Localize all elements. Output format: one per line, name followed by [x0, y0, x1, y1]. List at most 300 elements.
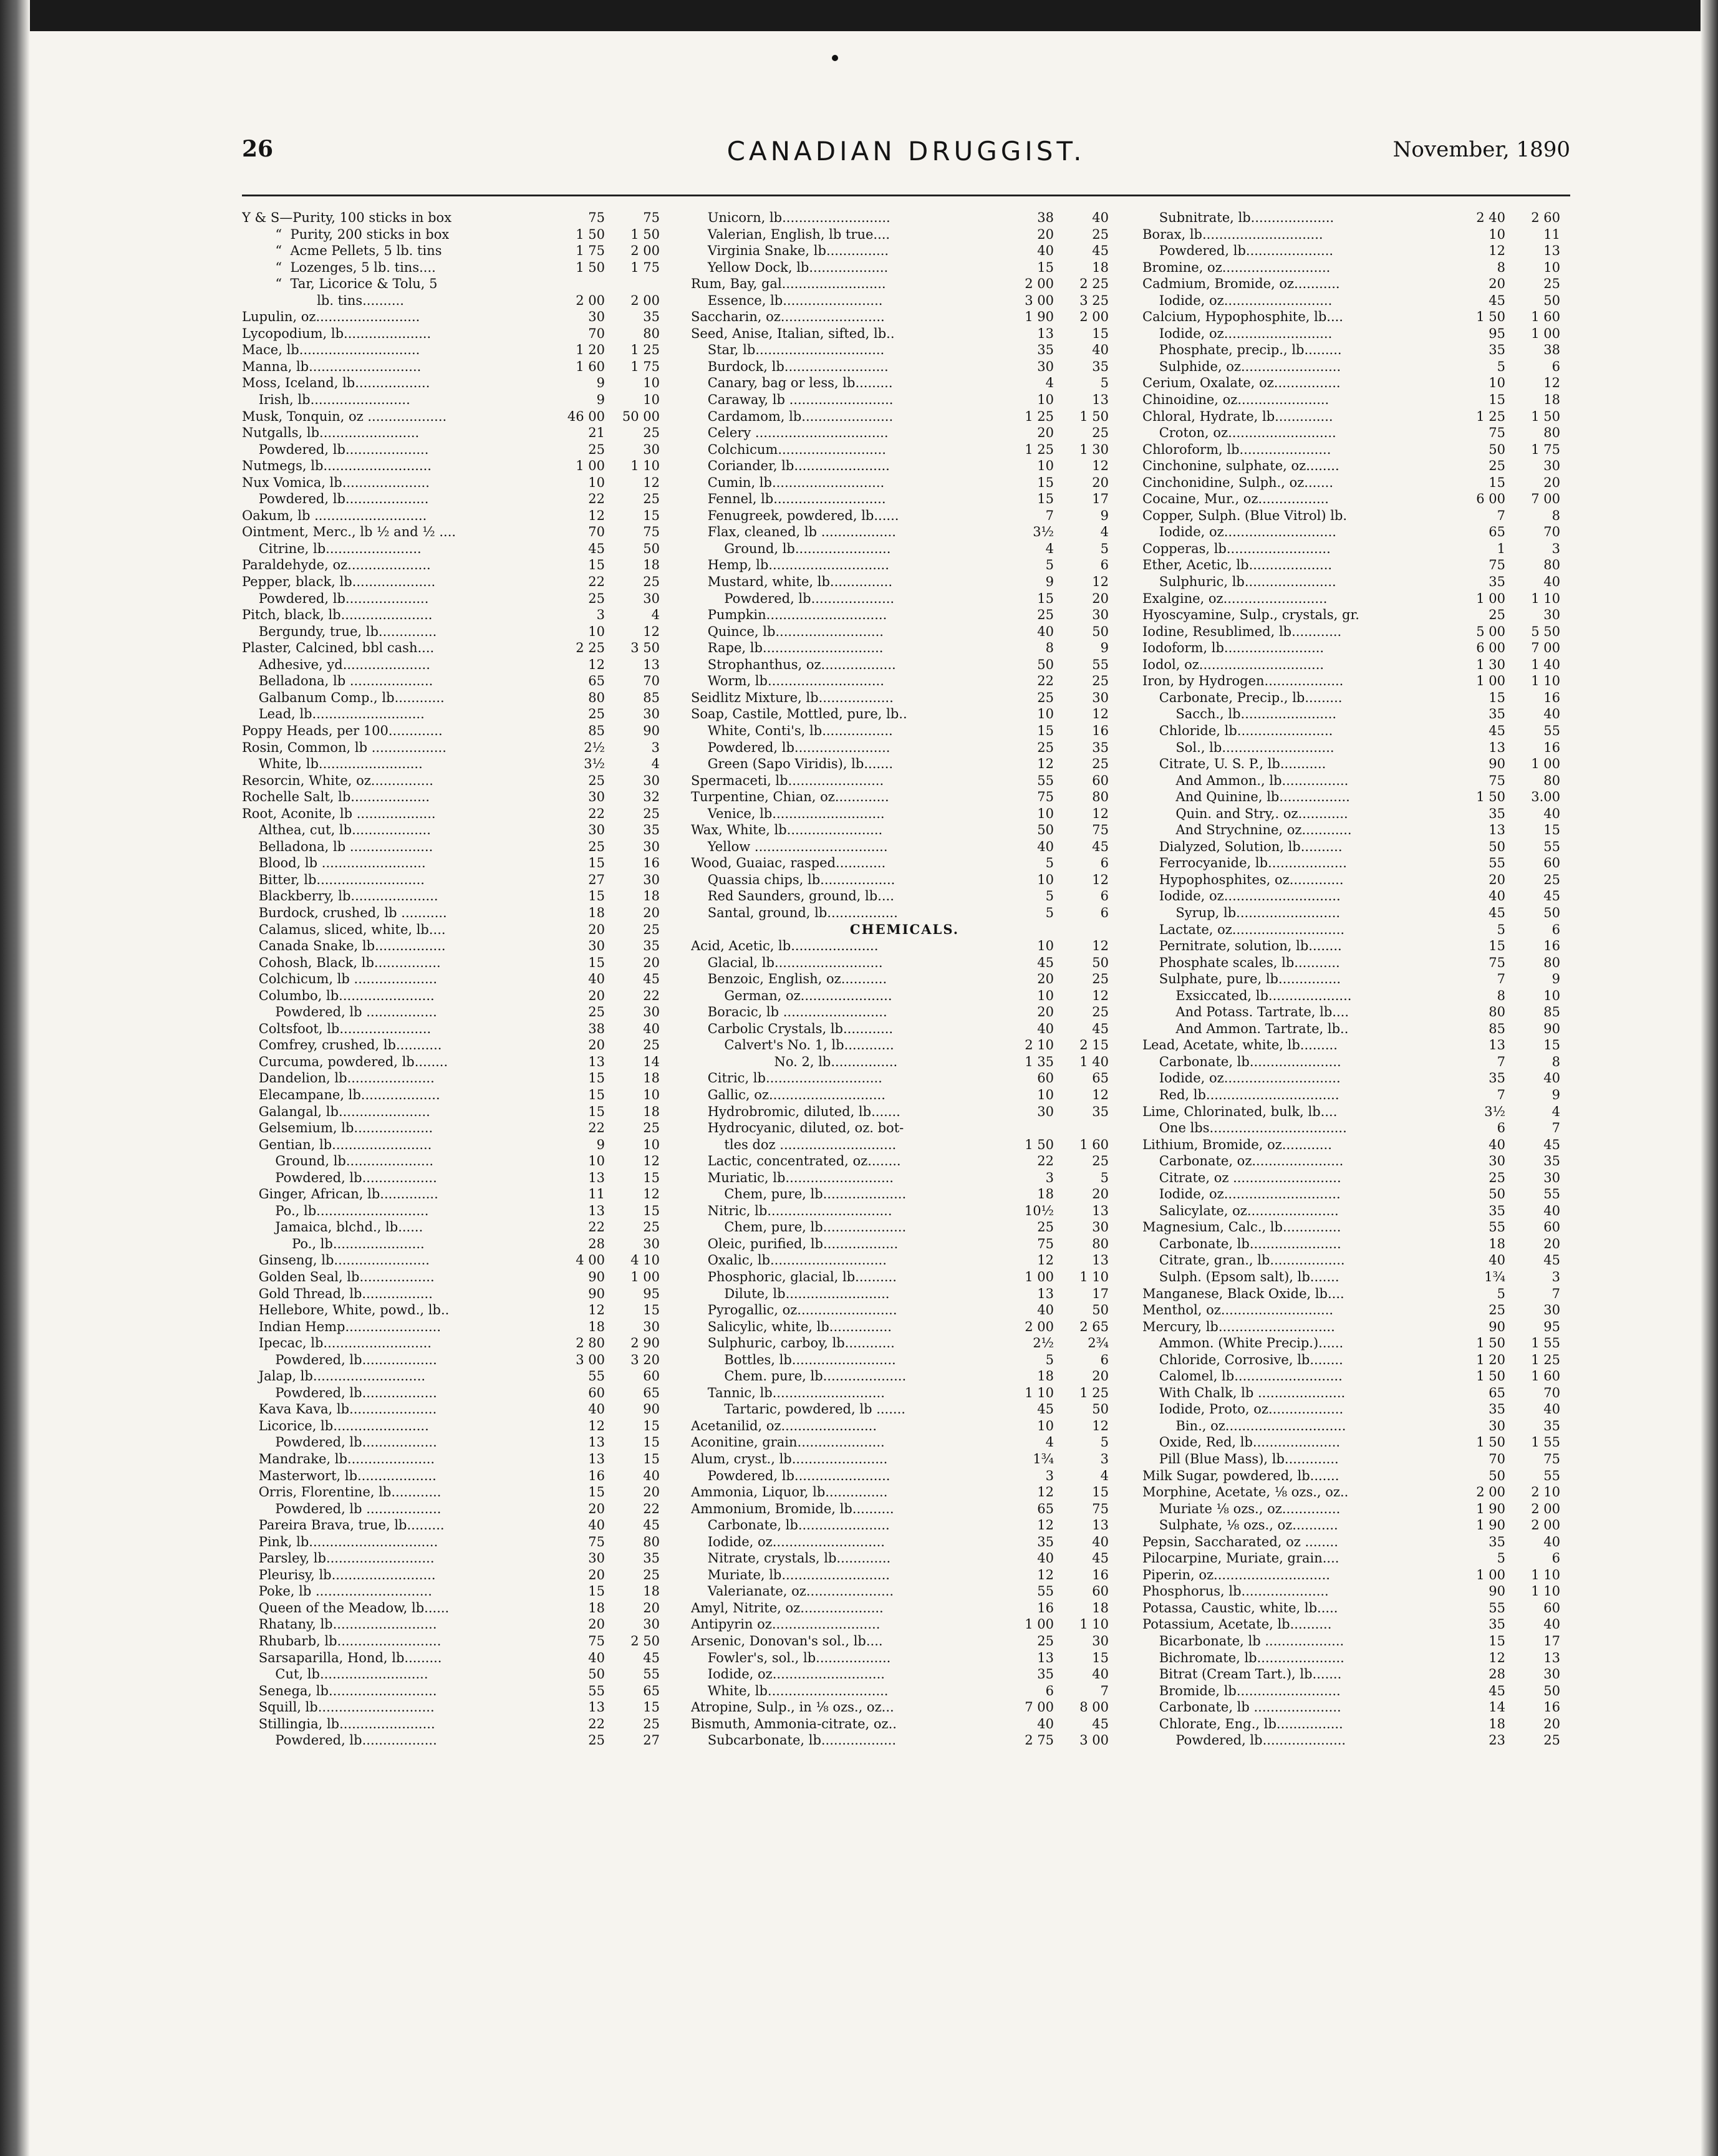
price-low: 90 — [1489, 1584, 1505, 1599]
price-entry — [691, 690, 1118, 706]
price-low: 13 — [1489, 1037, 1505, 1053]
price-high: 1 10 — [630, 458, 660, 474]
price-low: 30 — [588, 309, 605, 325]
price-high: 90 — [643, 723, 660, 738]
price-low: 1 00 — [1476, 590, 1505, 606]
price-entry — [1142, 1451, 1570, 1468]
item-name: Hemp, lb............................. — [691, 557, 889, 573]
price-high: 2 00 — [1531, 1518, 1560, 1533]
price-low: 10 — [588, 1153, 605, 1169]
price-high: 75 — [643, 524, 660, 540]
price-low: 55 — [1489, 1220, 1505, 1235]
item-name: Resorcin, White, oz............... — [242, 772, 433, 788]
item-name: Calvert's No. 1, lb............ — [691, 1037, 894, 1053]
item-name: Calomel, lb.......................... — [1142, 1369, 1343, 1384]
price-high: 30 — [1543, 1302, 1560, 1318]
item-name: Mace, lb............................. — [242, 342, 420, 358]
price-high: 4 — [651, 756, 660, 772]
price-entry — [242, 1732, 669, 1749]
price-entry — [242, 1269, 669, 1286]
item-name: Valerianate, oz..................... — [691, 1584, 894, 1599]
price-entry — [691, 276, 1118, 292]
item-name: Tannic, lb........................... — [691, 1385, 885, 1400]
price-low: 45 — [1489, 292, 1505, 308]
item-name: Caraway, lb ......................... — [691, 392, 894, 408]
price-low: 2 40 — [1476, 210, 1505, 225]
price-low: 25 — [1037, 739, 1054, 755]
price-high: 30 — [1092, 1220, 1109, 1235]
price-entry — [242, 772, 669, 789]
price-low: 1 00 — [1025, 1617, 1054, 1632]
price-high: 45 — [1543, 1137, 1560, 1152]
price-high: 1 40 — [1531, 657, 1560, 672]
price-entry — [242, 806, 669, 822]
price-low: 50 — [1037, 657, 1054, 672]
price-high: 25 — [643, 1220, 660, 1235]
price-entry — [691, 1037, 1118, 1054]
item-name: Ammonia, Liquor, lb............... — [691, 1485, 888, 1500]
price-low: 3 00 — [576, 1352, 605, 1367]
price-high: 40 — [1543, 574, 1560, 590]
price-high: 2 00 — [1531, 1501, 1560, 1516]
item-name: Hellebore, White, powd., lb.. — [242, 1302, 450, 1318]
price-low: 12 — [1489, 243, 1505, 259]
price-high: 18 — [643, 557, 660, 573]
price-entry — [242, 1170, 669, 1186]
item-name: Benzoic, English, oz........... — [691, 971, 887, 987]
price-low: 13 — [1037, 1650, 1054, 1665]
price-entry — [1142, 1567, 1570, 1584]
price-entry — [1142, 789, 1570, 806]
price-low: 15 — [1489, 690, 1505, 705]
item-name: Golden Seal, lb.................. — [242, 1269, 435, 1284]
price-high: 8 00 — [1079, 1700, 1109, 1715]
price-high: 3 00 — [1079, 1733, 1109, 1748]
price-low: 75 — [1489, 955, 1505, 970]
price-low: 21 — [588, 425, 605, 441]
price-high: 1 50 — [1079, 408, 1109, 424]
price-low: 5 — [1497, 1551, 1505, 1566]
price-entry — [691, 1501, 1118, 1518]
price-low: 7 — [1497, 1054, 1505, 1069]
price-low: 2 80 — [576, 1335, 605, 1351]
price-entry — [691, 1600, 1118, 1617]
item-name: Piperin, oz............................ — [1142, 1567, 1330, 1582]
item-name: Gold Thread, lb................. — [242, 1286, 433, 1301]
item-name: Curcuma, powdered, lb........ — [242, 1054, 448, 1069]
price-entry — [1142, 690, 1570, 706]
item-name: Subnitrate, lb.................... — [1142, 210, 1334, 225]
price-entry — [691, 607, 1118, 623]
price-entry — [242, 1021, 669, 1037]
price-low: 6 00 — [1476, 640, 1505, 656]
price-high: 1 10 — [1531, 1584, 1560, 1599]
item-name: Blackberry, lb..................... — [242, 888, 438, 904]
price-high: 65 — [643, 1683, 660, 1698]
item-name: Iodide, oz.......................... — [1142, 292, 1333, 308]
item-name: Pareira Brava, true, lb......... — [242, 1518, 445, 1533]
item-name: Ointment, Merc., lb ½ and ½ .... — [242, 524, 456, 540]
price-high: 60 — [643, 1369, 660, 1384]
price-low: 40 — [1037, 839, 1054, 854]
price-entry — [242, 1120, 669, 1137]
item-name: Wax, White, lb....................... — [691, 822, 883, 838]
price-low: 5 — [1045, 905, 1054, 920]
price-entry — [691, 1666, 1118, 1683]
price-high: 18 — [643, 888, 660, 904]
item-name: Bismuth, Ammonia-citrate, oz.. — [691, 1716, 897, 1731]
price-high: 14 — [643, 1054, 660, 1069]
price-high: 4 — [1100, 1468, 1109, 1483]
price-high: 25 — [1092, 425, 1109, 441]
scan-top-border — [0, 0, 1718, 31]
price-high: 12 — [1092, 458, 1109, 474]
price-entry — [1142, 1418, 1570, 1435]
price-high: 40 — [1543, 1203, 1560, 1218]
price-entry — [242, 1219, 669, 1236]
price-low: 10 — [1037, 872, 1054, 887]
price-low: 95 — [1489, 325, 1505, 341]
price-low: 4 — [1045, 541, 1054, 556]
price-high: 6 — [1552, 1551, 1560, 1566]
price-high: 35 — [643, 822, 660, 838]
item-name: Bromide, lb......................... — [1142, 1683, 1341, 1698]
price-entry — [691, 342, 1118, 359]
price-entry — [1142, 888, 1570, 905]
price-high: 80 — [1543, 955, 1560, 970]
price-entry — [1142, 590, 1570, 607]
price-low: 13 — [588, 1435, 605, 1450]
price-entry — [691, 855, 1118, 872]
item-name: Nitrate, crystals, lb............. — [691, 1551, 891, 1566]
price-entry — [1142, 623, 1570, 640]
price-entry — [242, 922, 669, 938]
item-name: “ Lozenges, 5 lb. tins.... — [242, 259, 436, 275]
price-entry — [242, 1468, 669, 1485]
price-entry — [691, 441, 1118, 458]
price-low: 6 00 — [1476, 491, 1505, 507]
price-entry — [1142, 1534, 1570, 1551]
price-low: 25 — [1037, 1634, 1054, 1649]
price-low: 35 — [1489, 706, 1505, 722]
item-name: “ Acme Pellets, 5 lb. tins — [242, 243, 442, 259]
price-entry — [242, 458, 669, 474]
price-entry — [1142, 1385, 1570, 1402]
price-high: 12 — [643, 1186, 660, 1202]
price-high: 35 — [643, 1551, 660, 1566]
price-entry — [691, 1732, 1118, 1749]
item-name: Sacch., lb....................... — [1142, 706, 1337, 722]
price-high: 50 — [643, 541, 660, 556]
price-entry — [1142, 1286, 1570, 1302]
price-high: 3 20 — [630, 1352, 660, 1367]
price-high: 70 — [1543, 1385, 1560, 1400]
item-name: Pernitrate, solution, lb........ — [1142, 938, 1342, 954]
price-entry — [242, 623, 669, 640]
price-entry — [1142, 1501, 1570, 1518]
item-name: CHEMICALS. — [849, 921, 960, 937]
price-low: 40 — [1037, 1302, 1054, 1318]
price-entry — [1142, 640, 1570, 657]
price-low: 13 — [1489, 822, 1505, 838]
price-low: 25 — [588, 772, 605, 788]
price-entry — [691, 955, 1118, 971]
price-low: 9 — [1045, 574, 1054, 590]
price-low: 15 — [588, 855, 605, 871]
price-low: 12 — [1037, 756, 1054, 772]
price-entry — [1142, 1054, 1570, 1071]
price-high: 2 50 — [630, 1634, 660, 1649]
item-name: Manna, lb........................... — [242, 359, 422, 374]
price-high: 45 — [643, 1518, 660, 1533]
price-high: 20 — [643, 1600, 660, 1615]
item-name: Celery ................................ — [691, 425, 889, 441]
price-low: 30 — [588, 822, 605, 838]
item-name: Iodol, oz.............................. — [1142, 657, 1325, 672]
item-name: Santal, ground, lb................. — [691, 905, 898, 920]
item-name: Bin., oz............................. — [1142, 1418, 1346, 1433]
price-entry — [691, 1186, 1118, 1203]
item-name: German, oz...................... — [691, 988, 892, 1003]
price-high: 1 30 — [1079, 441, 1109, 457]
price-high: 13 — [1543, 1650, 1560, 1665]
item-name: Sarsaparilla, Hond, lb......... — [242, 1650, 442, 1665]
price-high: 6 — [1100, 888, 1109, 904]
price-entry — [1142, 1120, 1570, 1137]
price-low: 1 00 — [1476, 1567, 1505, 1582]
item-name: Powdered, lb ................. — [242, 1004, 437, 1020]
price-low: 70 — [588, 524, 605, 540]
price-entry — [691, 1385, 1118, 1402]
price-high: 80 — [1543, 557, 1560, 573]
price-high: 30 — [1092, 607, 1109, 623]
price-entry — [242, 292, 669, 309]
item-name: Nux Vomica, lb..................... — [242, 474, 430, 490]
price-high: 65 — [643, 1385, 660, 1400]
item-name: Root, Aconite, lb ................... — [242, 806, 436, 821]
price-entry — [242, 1302, 669, 1319]
price-low: 50 — [1489, 1186, 1505, 1202]
price-low: 18 — [588, 1319, 605, 1334]
price-entry — [691, 1203, 1118, 1220]
price-entry — [242, 276, 669, 292]
item-name: Boracic, lb ......................... — [691, 1004, 887, 1020]
price-entry — [242, 1070, 669, 1087]
item-name: Phosphate scales, lb........... — [1142, 955, 1340, 970]
price-low: 11 — [588, 1186, 605, 1202]
price-entry — [242, 1104, 669, 1120]
price-high: 9 — [1100, 508, 1109, 523]
price-high: 75 — [1092, 822, 1109, 838]
price-low: 1¾ — [1484, 1269, 1505, 1284]
item-name: Elecampane, lb................... — [242, 1087, 440, 1102]
price-entry — [242, 955, 669, 971]
price-high: 35 — [1543, 1418, 1560, 1433]
price-low: 25 — [588, 1004, 605, 1020]
item-name: Bottles, lb......................... — [691, 1352, 896, 1367]
price-low: 10 — [1037, 938, 1054, 954]
price-entry — [1142, 1468, 1570, 1485]
price-high: 15 — [1092, 325, 1109, 341]
price-entry — [691, 1054, 1118, 1071]
price-low: 45 — [1037, 1402, 1054, 1417]
item-name: Lead, lb........................... — [242, 706, 425, 722]
price-high: 50 — [1543, 1683, 1560, 1698]
price-low: 35 — [1489, 342, 1505, 358]
item-name: Salicylate, oz...................... — [1142, 1203, 1339, 1218]
item-name: Sulphuric, lb...................... — [1142, 574, 1336, 590]
price-entry — [1142, 325, 1570, 342]
price-low: 45 — [1037, 955, 1054, 970]
price-low: 40 — [588, 1518, 605, 1533]
price-low: 10 — [1037, 1418, 1054, 1433]
item-name: Bitter, lb.......................... — [242, 872, 425, 887]
price-low: 7 — [1497, 508, 1505, 523]
item-name: Borax, lb............................. — [1142, 226, 1323, 242]
price-high: 50 — [1092, 1302, 1109, 1318]
item-name: Copperas, lb......................... — [1142, 541, 1331, 556]
price-high: 10 — [643, 1137, 660, 1152]
price-entry — [691, 425, 1118, 441]
price-low: 60 — [1037, 1071, 1054, 1086]
price-entry — [691, 1683, 1118, 1700]
item-name: Citric, lb............................ — [691, 1071, 882, 1086]
price-high: 5 — [1100, 541, 1109, 556]
item-name: Pleurisy, lb......................... — [242, 1567, 436, 1582]
price-high: 80 — [1092, 789, 1109, 805]
item-name: Fenugreek, powdered, lb...... — [691, 508, 899, 523]
price-entry — [242, 1616, 669, 1633]
price-entry — [242, 1252, 669, 1269]
price-high: 50 — [1543, 905, 1560, 920]
price-high: 4 10 — [630, 1253, 660, 1268]
item-name: Sulphate, ⅛ ozs., oz........... — [1142, 1518, 1338, 1533]
price-high: 25 — [643, 491, 660, 507]
price-low: 13 — [588, 1170, 605, 1185]
item-name: Cocaine, Mur., oz................. — [1142, 491, 1329, 507]
publication-title: CANADIAN DRUGGIST. — [726, 136, 1086, 166]
price-low: 1 50 — [1025, 1137, 1054, 1152]
price-entry — [1142, 955, 1570, 971]
price-entry — [691, 1021, 1118, 1037]
price-high: 35 — [1092, 1104, 1109, 1119]
item-name: Turpentine, Chian, oz............. — [691, 789, 889, 805]
item-name: Yellow ................................ — [691, 839, 888, 854]
price-entry — [1142, 1252, 1570, 1269]
price-entry — [1142, 292, 1570, 309]
price-high: 22 — [643, 988, 660, 1003]
price-entry — [242, 441, 669, 458]
price-low: 22 — [588, 1220, 605, 1235]
price-low: 13 — [1037, 1286, 1054, 1301]
price-high: 2 65 — [1079, 1319, 1109, 1334]
price-high: 75 — [643, 210, 660, 225]
price-low: 35 — [1489, 1402, 1505, 1417]
item-name: Powdered, lb .................. — [242, 1501, 442, 1516]
price-entry — [242, 640, 669, 657]
price-entry — [1142, 1203, 1570, 1220]
price-entry — [242, 243, 669, 259]
price-high: 18 — [643, 1104, 660, 1119]
price-low: 16 — [588, 1468, 605, 1483]
price-entry — [1142, 1517, 1570, 1534]
price-high: 80 — [643, 325, 660, 341]
price-entry — [1142, 922, 1570, 938]
price-entry — [1142, 276, 1570, 292]
price-high: 16 — [1543, 1700, 1560, 1715]
price-entry — [242, 1418, 669, 1435]
price-low: 15 — [588, 888, 605, 904]
price-high: 45 — [1092, 243, 1109, 259]
item-name: Acetanilid, oz....................... — [691, 1418, 877, 1433]
price-high: 60 — [1092, 772, 1109, 788]
price-high: 80 — [1543, 425, 1560, 441]
item-name: Licorice, lb....................... — [242, 1418, 429, 1433]
item-name: Iodide, oz............................ — [1142, 1071, 1341, 1086]
item-name: Powdered, lb.................. — [242, 1352, 437, 1367]
price-high: 12 — [1092, 574, 1109, 590]
item-name: Fowler's, sol., lb.................. — [691, 1650, 891, 1665]
item-name: Sulphide, oz........................ — [1142, 359, 1341, 374]
price-high: 5 — [1100, 375, 1109, 391]
item-name: Atropine, Sulp., in ⅛ ozs., oz... — [691, 1700, 894, 1715]
price-entry — [1142, 1302, 1570, 1319]
price-low: 38 — [1037, 210, 1054, 225]
price-low: 40 — [1489, 888, 1505, 904]
price-low: 1 25 — [1025, 408, 1054, 424]
price-entry — [691, 1616, 1118, 1633]
item-name: Fennel, lb........................... — [691, 491, 886, 507]
price-entry — [242, 1517, 669, 1534]
price-entry — [691, 1236, 1118, 1253]
price-low: 2½ — [1033, 1335, 1054, 1351]
item-name: Muriatic, lb.......................... — [691, 1170, 894, 1185]
price-entry — [691, 1484, 1118, 1501]
price-high: 30 — [643, 1319, 660, 1334]
price-entry — [691, 1352, 1118, 1369]
price-low: 55 — [1489, 855, 1505, 871]
price-entry — [1142, 1170, 1570, 1186]
price-low: 25 — [588, 441, 605, 457]
price-entry — [1142, 474, 1570, 491]
price-high: 2¾ — [1088, 1335, 1109, 1351]
price-low: 90 — [588, 1269, 605, 1284]
price-high: 35 — [643, 938, 660, 954]
item-name: Cinchonine, sulphate, oz........ — [1142, 458, 1339, 474]
price-high: 7 00 — [1531, 640, 1560, 656]
price-high: 6 — [1100, 1352, 1109, 1367]
price-high: 15 — [643, 1170, 660, 1185]
price-low: 5 — [1045, 1352, 1054, 1367]
price-entry — [1142, 392, 1570, 408]
price-low: 27 — [588, 872, 605, 887]
price-entry — [242, 392, 669, 408]
price-high: 1 10 — [1531, 590, 1560, 606]
price-entry — [691, 739, 1118, 756]
price-high: 35 — [643, 309, 660, 325]
price-high: 25 — [1543, 872, 1560, 887]
price-high: 30 — [643, 872, 660, 887]
price-low: 10 — [1489, 226, 1505, 242]
item-name: Belladona, lb .................... — [242, 839, 433, 854]
price-high: 18 — [643, 1584, 660, 1599]
price-low: 45 — [588, 541, 605, 556]
price-entry — [1142, 359, 1570, 375]
price-high: 16 — [1092, 723, 1109, 738]
price-entry — [691, 1699, 1118, 1716]
item-name: Rhatany, lb......................... — [242, 1617, 437, 1632]
price-high: 65 — [1092, 1071, 1109, 1086]
